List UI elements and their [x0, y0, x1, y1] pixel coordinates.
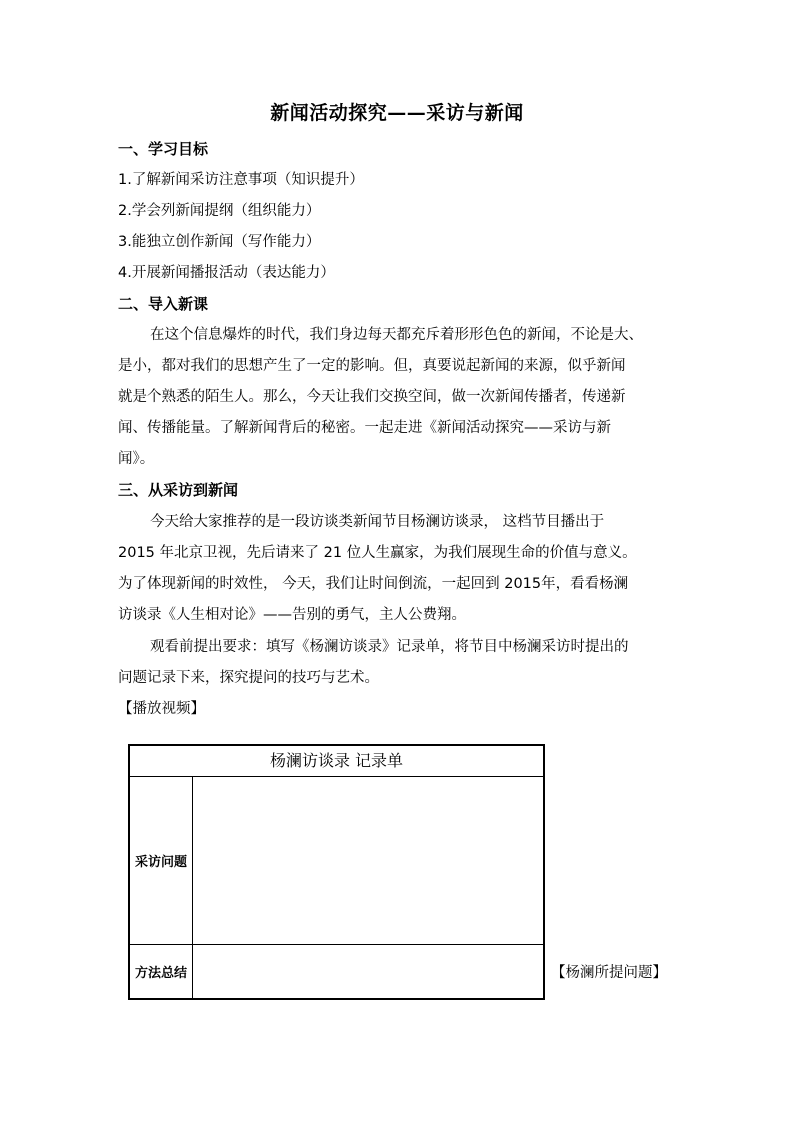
- interview-paragraph-line: 访谈录《人生相对论》——告别的勇气，主人公费翔。: [118, 607, 466, 623]
- questions-answer-cell[interactable]: [193, 777, 543, 944]
- goal-item-2: 2.学会列新闻提纲（组织能力）: [118, 203, 321, 219]
- summary-answer-cell[interactable]: [193, 945, 543, 998]
- side-note-label: 【杨澜所提问题】: [551, 965, 667, 981]
- goal-item-3: 3.能独立创作新闻（写作能力）: [118, 234, 321, 250]
- intro-paragraph-line: 是小，都对我们的思想产生了一定的影响。但，真要说起新闻的来源，似乎新闻: [118, 358, 626, 374]
- intro-paragraph-line: 闻》。: [118, 451, 155, 467]
- intro-paragraph-line: 在这个信息爆炸的时代，我们身边每天都充斥着形形色色的新闻，不论是大、: [150, 327, 643, 343]
- page-title: 新闻活动探究——采访与新闻: [270, 102, 524, 124]
- requirement-paragraph-line: 观看前提出要求：填写《杨澜访谈录》记录单，将节目中杨澜采访时提出的: [150, 639, 629, 655]
- interview-paragraph-line: 今天给大家推荐的是一段访谈类新闻节目杨澜访谈录， 这档节目播出于: [150, 514, 605, 530]
- record-sheet-title: 杨澜访谈录 记录单: [130, 746, 543, 777]
- play-video-label: 【播放视频】: [118, 701, 205, 717]
- record-sheet-table: [128, 744, 545, 1000]
- intro-paragraph-line: 就是个熟悉的陌生人。那么，今天让我们交换空间，做一次新闻传播者，传递新: [118, 389, 626, 405]
- goal-item-1: 1.了解新闻采访注意事项（知识提升）: [118, 172, 364, 188]
- record-row-label-questions: [130, 777, 193, 944]
- requirement-paragraph-line: 问题记录下来，探究提问的技巧与艺术。: [118, 670, 379, 686]
- questions-label-text: 采访问题: [134, 855, 187, 870]
- record-row-label-summary: [130, 945, 193, 998]
- interview-paragraph-line: 为了体现新闻的时效性， 今天，我们让时间倒流，一起回到 2015年，看看杨澜: [118, 576, 629, 592]
- goal-item-4: 4.开展新闻播报活动（表达能力）: [118, 265, 335, 281]
- summary-label-text: 方法总结: [134, 966, 187, 981]
- section-heading-goals: 一、学习目标: [118, 140, 209, 158]
- section-heading-interview: 三、从采访到新闻: [118, 481, 239, 499]
- section-heading-intro: 二、导入新课: [118, 295, 209, 313]
- intro-paragraph-line: 闻、传播能量。了解新闻背后的秘密。一起走进《新闻活动探究——采访与新: [118, 420, 611, 436]
- interview-paragraph-line: 2015 年北京卫视，先后请来了 21 位人生赢家，为我们展现生命的价值与意义。: [118, 545, 637, 561]
